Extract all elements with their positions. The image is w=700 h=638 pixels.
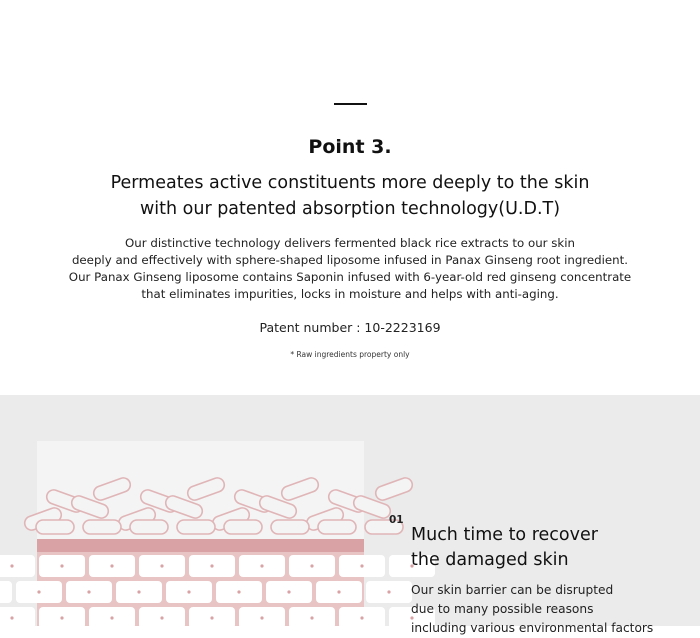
lipid-capsule — [92, 476, 132, 502]
cell-nucleus — [110, 564, 113, 567]
lipid-capsule — [280, 476, 320, 502]
skin-cell — [366, 633, 412, 638]
skin-cell — [0, 607, 35, 629]
point-title: Point 3. — [308, 136, 392, 158]
description-line: Our distinctive technology delivers fermented black rice extracts to our skin — [124, 236, 576, 250]
cell-nucleus — [10, 616, 13, 619]
feature-description-line: including various environmental factors — [411, 621, 654, 635]
cell-nucleus — [387, 590, 390, 593]
patent-number: Patent number : 10-2223169 — [259, 320, 441, 335]
cell-layer — [0, 552, 435, 638]
cell-nucleus — [260, 616, 263, 619]
feature-title — [411, 523, 598, 573]
cell-nucleus — [237, 590, 240, 593]
cell-nucleus — [210, 564, 213, 567]
cell-nucleus — [10, 564, 13, 567]
skin-cell — [116, 633, 162, 638]
cell-nucleus — [310, 616, 313, 619]
lipid-capsule — [36, 520, 74, 534]
feature-description-line: due to many possible reasons — [411, 602, 594, 616]
headline-line: Permeates active constituents more deeply to the skin — [110, 173, 590, 193]
cell-nucleus — [60, 564, 63, 567]
skin-cell — [66, 633, 112, 638]
description-line: Our Panax Ginseng liposome contains Saponin infused with 6-year-old red ginseng concentrate — [68, 270, 632, 284]
skin-layers-graphic — [37, 441, 364, 626]
feature-title-line: the damaged skin — [411, 550, 569, 570]
cell-nucleus — [160, 564, 163, 567]
lipid-capsule — [224, 520, 262, 534]
skin-cell — [0, 633, 12, 638]
cell-nucleus — [360, 564, 363, 567]
point-description — [0, 235, 700, 303]
cell-nucleus — [160, 616, 163, 619]
description-line: deeply and effectively with sphere-shaped liposome infused in Panax Ginseng root ingredient. — [71, 253, 629, 267]
cell-nucleus — [60, 616, 63, 619]
feature-description — [411, 581, 671, 635]
divider-rule — [334, 103, 367, 105]
cell-nucleus — [37, 590, 40, 593]
cell-nucleus — [360, 616, 363, 619]
skin-cell — [316, 633, 362, 638]
lipid-capsule — [186, 476, 226, 502]
skin-cell — [0, 555, 35, 577]
cell-nucleus — [187, 590, 190, 593]
lipid-capsule — [83, 520, 121, 534]
headline-line: with our patented absorption technology(U.D.T) — [139, 199, 561, 219]
cell-nucleus — [337, 590, 340, 593]
skin-cell — [0, 581, 12, 603]
skin-barrier-illustration — [37, 441, 364, 626]
feature-title-line: Much time to recover — [411, 525, 598, 545]
description-line: that eliminates impurities, locks in moisture and helps with anti-aging. — [141, 287, 559, 301]
lipid-capsule — [271, 520, 309, 534]
skin-cell — [216, 633, 262, 638]
cell-nucleus — [310, 564, 313, 567]
lipid-capsule — [130, 520, 168, 534]
skin-cell — [266, 633, 312, 638]
footnote: * Raw ingredients property only — [290, 350, 410, 359]
barrier-band — [37, 539, 364, 552]
lipid-capsule — [177, 520, 215, 534]
cell-nucleus — [287, 590, 290, 593]
lipid-layer — [23, 476, 414, 534]
feature-description-line: Our skin barrier can be disrupted — [411, 583, 614, 597]
cell-nucleus — [137, 590, 140, 593]
cell-nucleus — [260, 564, 263, 567]
lipid-capsule — [318, 520, 356, 534]
skin-cell — [166, 633, 212, 638]
skin-cell — [16, 633, 62, 638]
cell-nucleus — [210, 616, 213, 619]
cell-nucleus — [87, 590, 90, 593]
point-headline — [0, 170, 700, 222]
cell-nucleus — [110, 616, 113, 619]
feature-number: 01 — [389, 514, 404, 526]
